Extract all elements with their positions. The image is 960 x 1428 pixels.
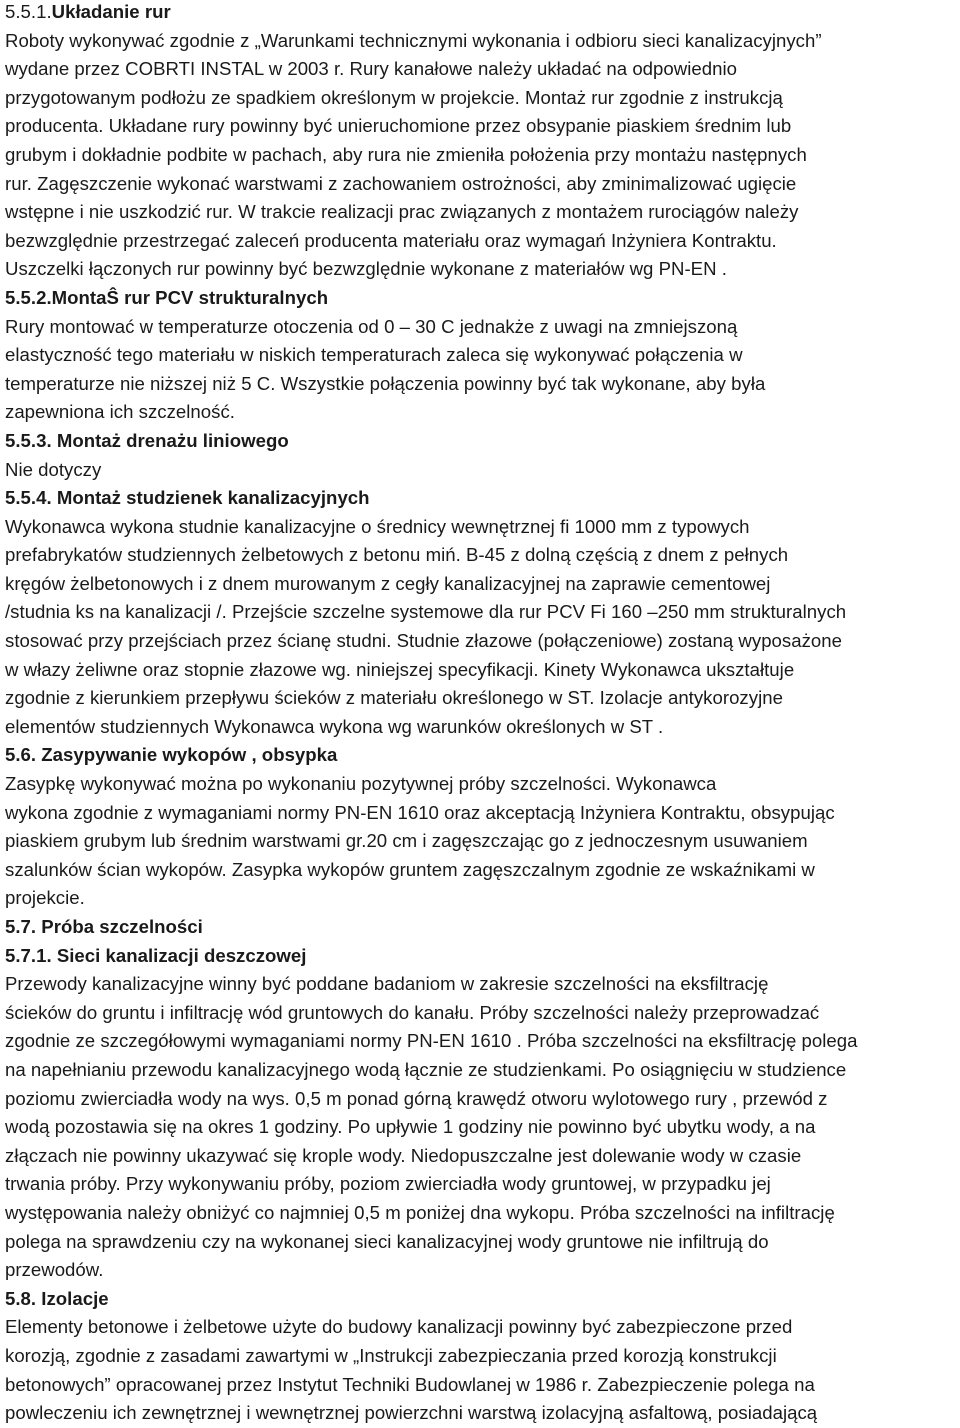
- paragraph-line: [5, 55, 960, 84]
- paragraph-line: [5, 112, 960, 141]
- paragraph-line: [5, 255, 960, 284]
- paragraph-line: [5, 227, 960, 256]
- line-text: stosować przy przejściach przez ścianę studni. Studnie złazowe (połączeniowe) zostaną wyposażone: [5, 630, 842, 652]
- paragraph-line: [5, 27, 960, 56]
- paragraph-line: [5, 1228, 960, 1257]
- line-text: grubym i dokładnie podbite w pachach, aby rura nie zmieniła położenia przy montażu następnych: [5, 143, 807, 165]
- paragraph-line: [5, 1142, 960, 1171]
- paragraph-line: [5, 84, 960, 113]
- line-text: korozją, zgodnie z zasadami zawartymi w „Instrukcji zabezpieczania przed korozją konstrukcji: [5, 1344, 777, 1366]
- paragraph-line: [5, 684, 960, 713]
- section-heading-line: [5, 1285, 960, 1314]
- heading-text: 5.5.2.MontaŜ rur PCV strukturalnych: [5, 286, 329, 308]
- line-text: Nie dotyczy: [5, 458, 102, 480]
- heading-text: 5.6. Zasypywanie wykopów , obsypka: [5, 744, 338, 766]
- heading-text: 5.7.1. Sieci kanalizacji deszczowej: [5, 944, 307, 966]
- line-text: poziomu zwierciadła wody na wys. 0,5 m ponad górną krawędź otworu wylotowego rury , przewód z: [5, 1087, 828, 1109]
- line-text: Uszczelki łączonych rur powinny być bezwzględnie wykonane z materiałów wg PN-EN .: [5, 258, 727, 280]
- paragraph-line: [5, 570, 960, 599]
- paragraph-line: [5, 1342, 960, 1371]
- line-text: bezwzględnie przestrzegać zaleceń producenta materiału oraz wymagań Inżyniera Kontraktu.: [5, 229, 777, 251]
- line-text: szalunków ścian wykopów. Zasypka wykopów gruntem zagęszczalnym zgodnie ze wskaźnikami w: [5, 858, 815, 880]
- line-text: producenta. Układane rury powinny być unieruchomione przez obsypanie piaskiem średnim lub: [5, 115, 792, 137]
- paragraph-line: [5, 799, 960, 828]
- paragraph-line: [5, 1256, 960, 1285]
- line-text: 5.5.1.: [5, 1, 52, 22]
- paragraph-line: [5, 1085, 960, 1114]
- paragraph-line: [5, 999, 960, 1028]
- line-text: Wykonawca wykona studnie kanalizacyjne o średnicy wewnętrznej fi 1000 mm z typowych: [5, 515, 750, 537]
- paragraph-line: [5, 370, 960, 399]
- paragraph-line: [5, 856, 960, 885]
- paragraph-line: [5, 656, 960, 685]
- paragraph-line: [5, 341, 960, 370]
- line-text: projekcie.: [5, 887, 85, 909]
- line-text: ścieków do gruntu i infiltrację wód gruntowych do kanału. Próby szczelności należy przeprowadzać: [5, 1001, 820, 1023]
- line-text: kręgów żelbetonowych i z dnem murowanym z cegły kanalizacyjnej na zaprawie cementowej: [5, 572, 771, 594]
- line-text: elementów studziennych Wykonawca wykona wg warunków określonych w ST .: [5, 715, 664, 737]
- paragraph-line: [5, 1371, 960, 1400]
- line-text: Zasypkę wykonywać można po wykonaniu pozytywnej próby szczelności. Wykonawca: [5, 773, 717, 795]
- paragraph-line: [5, 970, 960, 999]
- paragraph-line: [5, 1056, 960, 1085]
- paragraph-line: [5, 770, 960, 799]
- section-heading-line: [5, 942, 960, 971]
- paragraph-line: [5, 1399, 960, 1428]
- line-text: przewodów.: [5, 1259, 104, 1281]
- paragraph-line: [5, 513, 960, 542]
- line-text: wykona zgodnie z wymaganiami normy PN-EN 1610 oraz akceptacją Inżyniera Kontraktu, obsypując: [5, 801, 835, 823]
- line-text: zapewniona ich szczelność.: [5, 401, 235, 423]
- heading-text: Układanie rur: [51, 1, 171, 22]
- line-text: /studnia ks na kanalizacji /. Przejście szczelne systemowe dla rur PCV Fi 160 –250 mm strukturalnych: [5, 601, 847, 623]
- section-heading-line: [5, 741, 960, 770]
- line-text: rur. Zagęszczenie wykonać warstwami z zachowaniem ostrożności, aby zminimalizować ugięcie: [5, 172, 797, 194]
- heading-text: 5.5.4. Montaż studzienek kanalizacyjnych: [5, 487, 370, 509]
- paragraph-line: [5, 884, 960, 913]
- line-text: trwania próby. Przy wykonywaniu próby, poziom zwierciadła wody gruntowej, w przypadku jej: [5, 1173, 771, 1195]
- heading-text: 5.5.3. Montaż drenażu liniowego: [5, 429, 289, 451]
- section-heading-line: [5, 484, 960, 513]
- line-text: Elementy betonowe i żelbetowe użyte do budowy kanalizacji powinny być zabezpieczone przed: [5, 1316, 793, 1338]
- line-text: piaskiem grubym lub średnim warstwami gr.20 cm i zagęszczając go z jednoczesnym usuwaniem: [5, 830, 808, 852]
- section-heading-line: [5, 913, 960, 942]
- paragraph-line: [5, 398, 960, 427]
- line-text: Przewody kanalizacyjne winny być poddane badaniom w zakresie szczelności na eksfiltrację: [5, 973, 769, 995]
- line-text: występowania należy obniżyć co najmniej 0,5 m poniżej dna wykopu. Próba szczelności na infiltrację: [5, 1201, 835, 1223]
- line-text: na napełnianiu przewodu kanalizacyjnego wodą łącznie ze studzienkami. Po osiągnięciu w studzience: [5, 1058, 847, 1080]
- paragraph-line: [5, 141, 960, 170]
- paragraph-line: [5, 170, 960, 199]
- line-text: powleczeniu ich zewnętrznej i wewnętrznej powierzchni warstwą izolacyjną asfaltową, posiadającą: [5, 1402, 818, 1424]
- line-text: polega na sprawdzeniu czy na wykonanej sieci kanalizacyjnej wody gruntowe nie infiltrują do: [5, 1230, 769, 1252]
- line-text: wydane przez COBRTI INSTAL w 2003 r. Rury kanałowe należy układać na odpowiednio: [5, 58, 737, 80]
- line-text: Rury montować w temperaturze otoczenia od 0 – 30 C jednakże z uwagi na zmniejszoną: [5, 315, 738, 337]
- document-page: [5, 0, 960, 1428]
- paragraph-line: [5, 627, 960, 656]
- line-text: zgodnie ze szczegółowymi wymaganiami normy PN-EN 1610 . Próba szczelności na eksfiltrację polega: [5, 1030, 858, 1052]
- section-heading-line: [5, 0, 960, 27]
- paragraph-line: [5, 198, 960, 227]
- line-text: w włazy żeliwne oraz stopnie złazowe wg. niniejszej specyfikacji. Kinety Wykonawca ukształtuje: [5, 658, 795, 680]
- line-text: wodą pozostawia się na okres 1 godziny. Po upływie 1 godziny nie powinno być ubytku wody, a na: [5, 1116, 816, 1138]
- paragraph-line: [5, 1170, 960, 1199]
- line-text: zgodnie z kierunkiem przepływu ścieków z materiału określonego w ST. Izolacje antykorozyjne: [5, 687, 783, 709]
- section-heading-line: [5, 284, 960, 313]
- paragraph-line: [5, 1113, 960, 1142]
- paragraph-line: [5, 713, 960, 742]
- line-text: Roboty wykonywać zgodnie z „Warunkami technicznymi wykonania i odbioru sieci kanalizacyjnych”: [5, 29, 822, 51]
- line-text: temperaturze nie niższej niż 5 C. Wszystkie połączenia powinny być tak wykonane, aby była: [5, 372, 766, 394]
- paragraph-line: [5, 1313, 960, 1342]
- line-text: przygotowanym podłożu ze spadkiem określonym w projekcie. Montaż rur zgodnie z instrukcją: [5, 86, 783, 108]
- paragraph-line: [5, 313, 960, 342]
- line-text: elastyczność tego materiału w niskich temperaturach zaleca się wykonywać połączenia w: [5, 344, 743, 366]
- heading-text: 5.7. Próba szczelności: [5, 916, 203, 937]
- section-heading-line: [5, 427, 960, 456]
- line-text: betonowych” opracowanej przez Instytut Techniki Budowlanej w 1986 r. Zabezpieczenie polega na: [5, 1373, 815, 1395]
- paragraph-line: [5, 456, 960, 485]
- heading-text: 5.8. Izolacje: [5, 1287, 109, 1309]
- paragraph-line: [5, 827, 960, 856]
- paragraph-line: [5, 1027, 960, 1056]
- line-text: wstępne i nie uszkodzić rur. W trakcie realizacji prac związanych z montażem rurociągów należy: [5, 201, 799, 223]
- line-text: prefabrykatów studziennych żelbetowych z betonu miń. B-45 z dolną częścią z dnem z pełnych: [5, 544, 789, 566]
- paragraph-line: [5, 598, 960, 627]
- line-text: złączach nie powinny ukazywać się krople wody. Niedopuszczalne jest dolewanie wody w czasie: [5, 1144, 802, 1166]
- paragraph-line: [5, 1199, 960, 1228]
- paragraph-line: [5, 541, 960, 570]
